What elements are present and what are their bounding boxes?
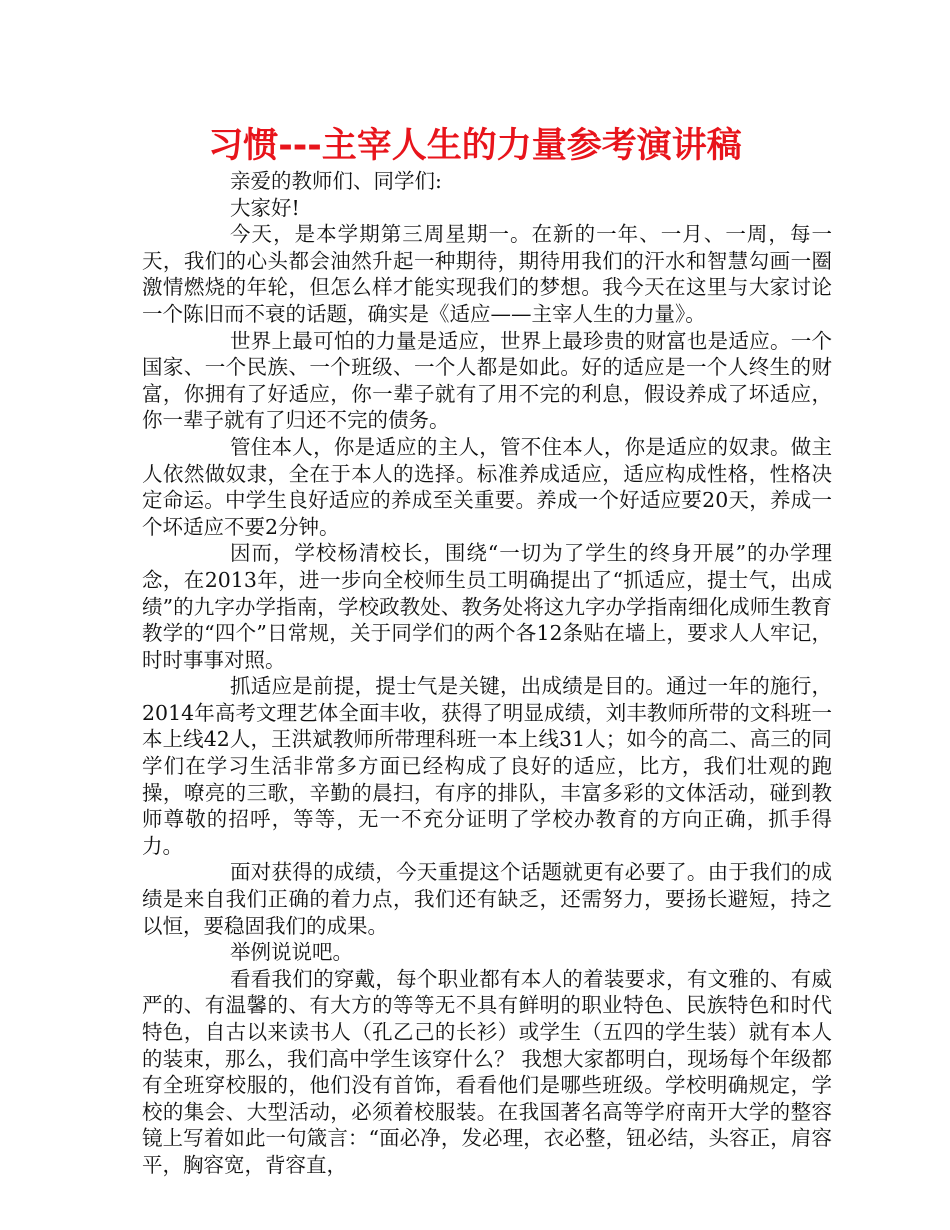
paragraph-example-intro: 举例说说吧。: [230, 940, 353, 965]
document-body: [142, 168, 832, 1179]
paragraph-necessity: 面对获得的成绩，今天重提这个话题就更有必要了。由于我们的成绩是来自我们正确的着力点，我们还有缺乏，还需努力，要扬长避短，持之以恒，要稳固我们的成果。: [142, 860, 832, 938]
salutation: 亲爱的教师们、同学们:: [230, 169, 442, 193]
paragraph-master-or-slave: 管住本人，你是适应的主人，管不住本人，你是适应的奴隶。做主人依然做奴隶，全在于本人的选择。标准养成适应，适应构成性格，性格决定命运。中学生良好适应的养成至关重要。养成一个好适应要20天，养成一个坏适应不要2分钟。: [142, 434, 832, 539]
document-title: 习惯---主宰人生的力量参考演讲稿: [208, 126, 742, 166]
greeting: 大家好!: [230, 195, 300, 220]
paragraph-results: 抓适应是前提，提士气是关键，出成绩是目的。通过一年的施行，2014年高考文理艺体全面丰收，获得了明显成绩，刘丰教师所带的文科班一本上线42人，王洪斌教师所带理科班一本上线31人；如今的高二、高三的同学们在学习生活非常多方面已经构成了良好的适应，比方，我们壮观的跑操，嘹亮的三歌，辛勤的晨扫，有序的排队，丰富多彩的文体活动，碰到教师尊敬的招呼，等等，无一不充分证明了学校办教育的方向正确，抓手得力。: [142, 674, 832, 858]
paragraph-dress: 看看我们的穿戴，每个职业都有本人的着装要求，有文雅的、有威严的、有温馨的、有大方的等等无不具有鲜明的职业特色、民族特色和时代特色，自古以来读书人（孔乙己的长衫）或学生（五四的学生装）就有本人的装束，那么，我们高中学生该穿什么？ 我想大家都明白，现场每个年级都有全班穿校服的，他们没有首饰，看看他们是哪些班级。学校明确规定，学校的集会、大型活动，必须着校服装。在我国著名高等学府南开大学的整容镜上写着如此一句箴言：“面必净，发必理，衣必整，钮必结，头容正，肩容平，胸容宽，背容直，: [142, 966, 832, 1177]
paragraph-power-of-habit: 世界上最可怕的力量是适应，世界上最珍贵的财富也是适应。一个国家、一个民族、一个班级、一个人都是如此。好的适应是一个人终生的财富，你拥有了好适应，你一辈子就有了用不完的利息，假设养成了坏适应，你一辈子就有了归还不完的债务。: [142, 328, 832, 433]
paragraph-intro: 今天，是本学期第三周星期一。在新的一年、一月、一周，每一天，我们的心头都会油然升起一种期待，期待用我们的汗水和智慧勾画一圈激情燃烧的年轮，但怎么样才能实现我们的梦想。我今天在这里与大家讨论一个陈旧而不衰的话题，确实是《适应——主宰人生的力量》。: [142, 222, 832, 326]
paragraph-school-guideline: 因而，学校杨清校长，围绕“一切为了学生的终身开展”的办学理念，在2013年，进一步向全校师生员工明确提出了“抓适应，提士气，出成绩”的九字办学指南，学校政教处、教务处将这九字办学指南细化成师生教育教学的“四个”日常规，关于同学们的两个各12条贴在墙上，要求人人牢记，时时事事对照。: [142, 541, 832, 672]
